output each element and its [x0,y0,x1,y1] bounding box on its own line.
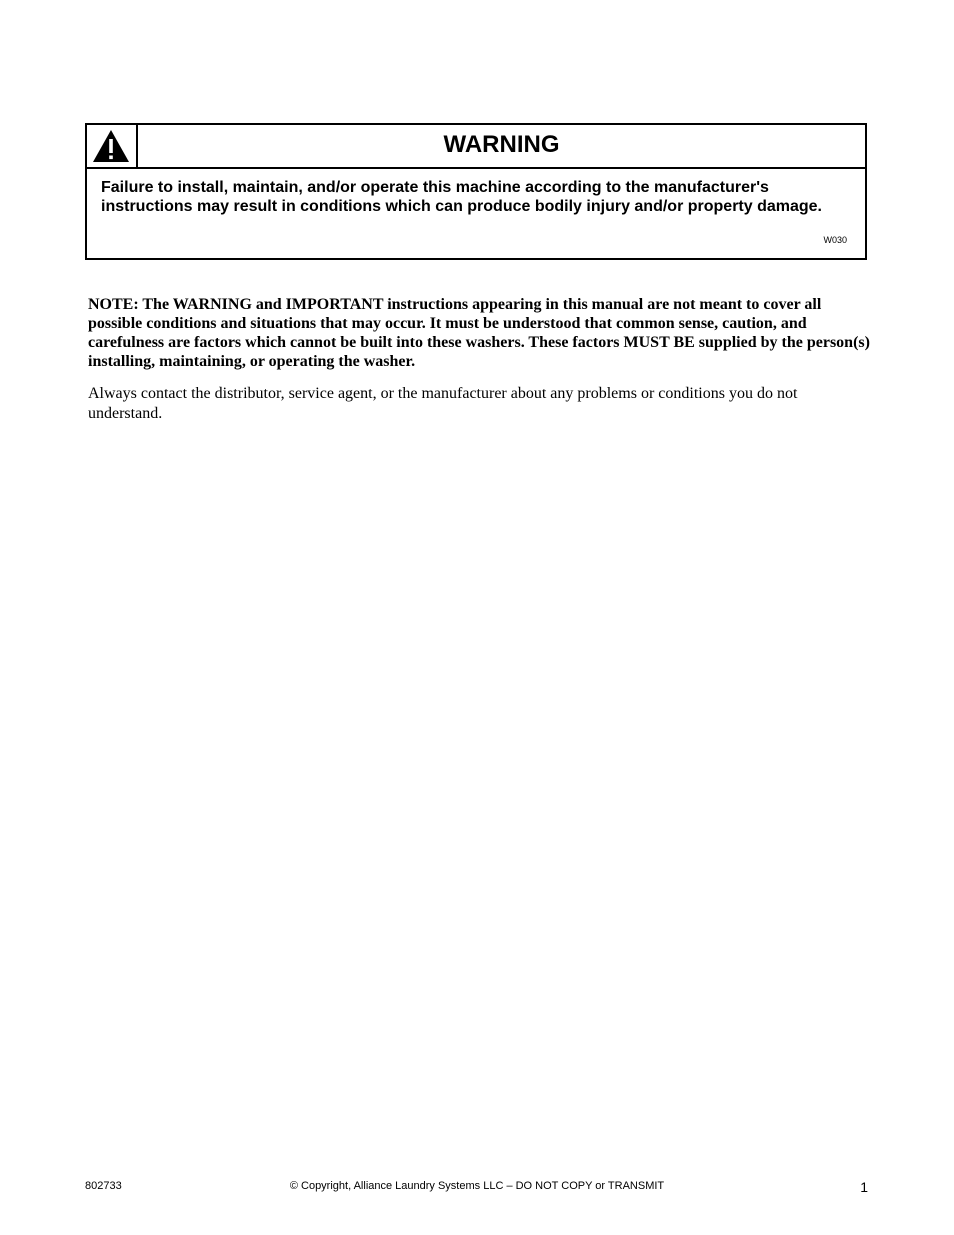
contact-paragraph: Always contact the distributor, service agent, or the manufacturer about any problems or conditions you do not understand. [88,385,798,422]
warning-body: Failure to install, maintain, and/or operate this machine according to the manufacturer's instructions may result in conditions which can produce bodily injury and/or property damage. [101,179,822,215]
warning-code: W030 [823,235,847,245]
note-paragraph: NOTE: The WARNING and IMPORTANT instructions appearing in this manual are not meant to cover all possible conditions and situations that may occur. It must be understood that common sense, caution, and carefulness are factors which cannot be built into these washers. These factors MUST BE supplied by the person(s) installing, maintaining, or operating the washer. [88,296,870,370]
warning-header [87,125,865,169]
footer-doc-number: 802733 [85,1180,122,1192]
warning-icon-cell [87,125,138,167]
warning-title: WARNING [443,131,560,158]
footer-copyright: © Copyright, Alliance Laundry Systems LLC – DO NOT COPY or TRANSMIT [289,1180,665,1192]
footer-page-number: 1 [860,1179,868,1195]
warning-triangle-icon [92,129,130,163]
warning-box [85,123,867,260]
